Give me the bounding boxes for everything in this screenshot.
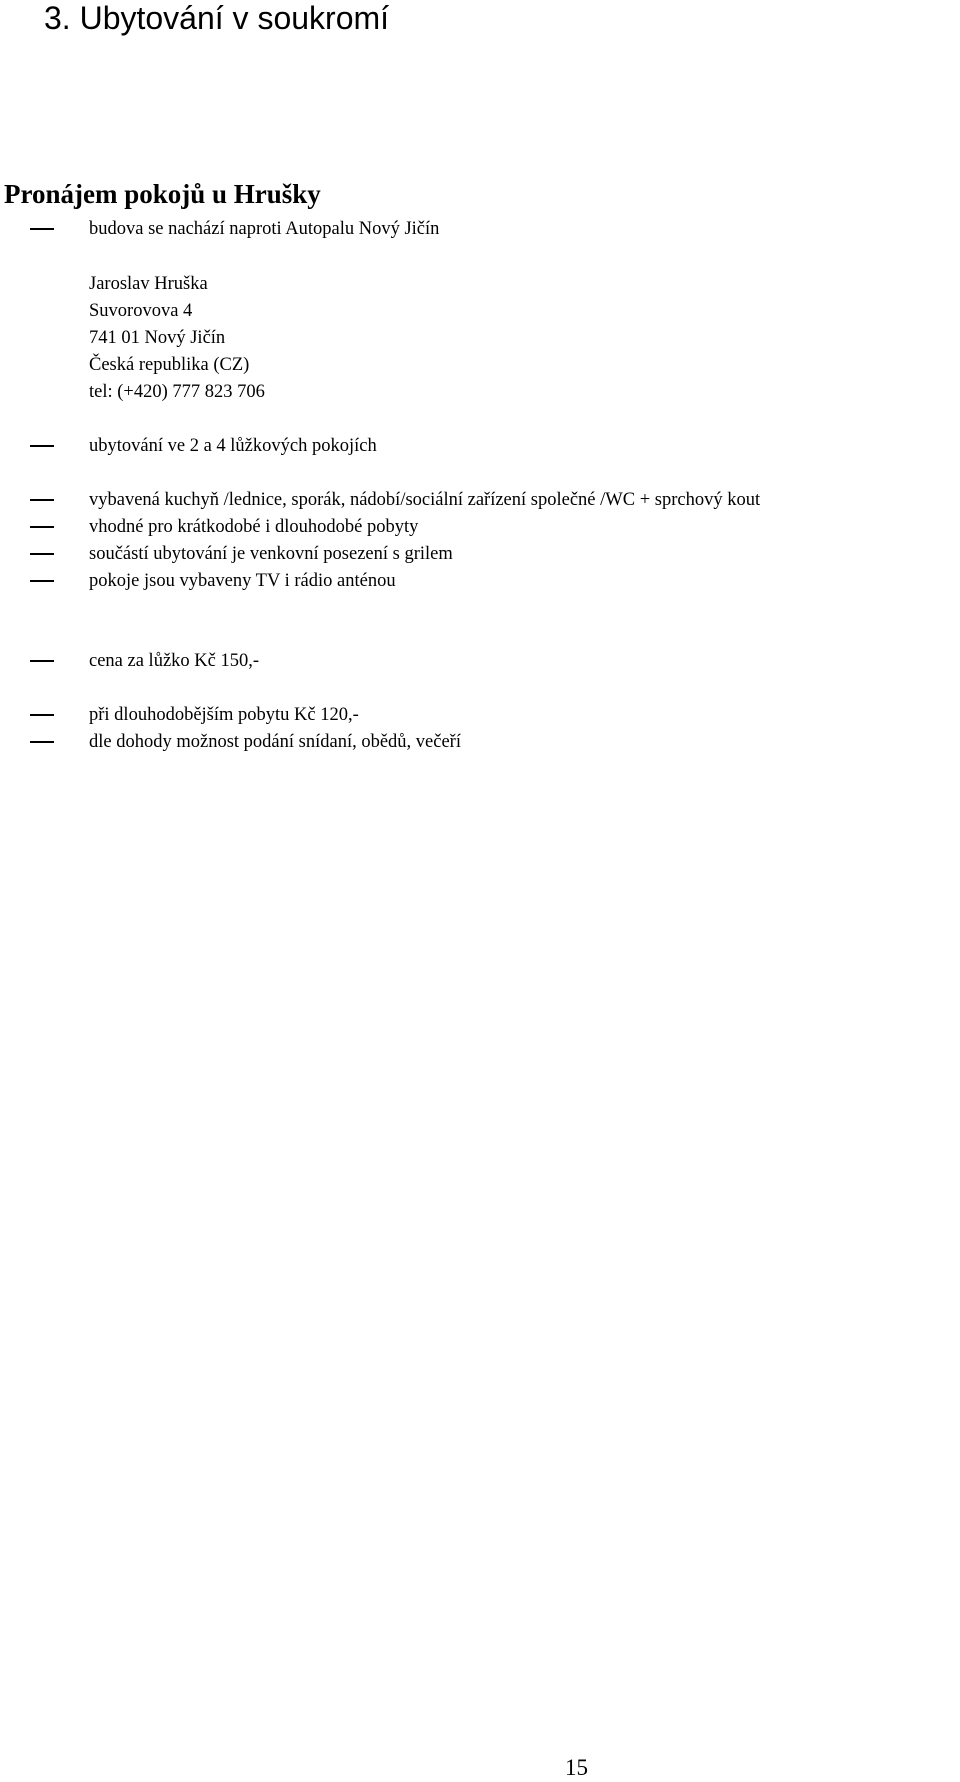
dash-bullet-icon	[30, 526, 54, 528]
dash-bullet-icon	[30, 580, 54, 582]
dash-bullet-icon	[30, 553, 54, 555]
contact-city: 741 01 Nový Jičín	[89, 328, 226, 348]
list-item-text: součástí ubytování je venkovní posezení s grilem	[89, 544, 453, 564]
dash-bullet-icon	[30, 741, 54, 743]
page-number: 15	[565, 1755, 588, 1780]
list-item-text: při dlouhodobějším pobytu Kč 120,-	[89, 705, 359, 725]
list-item	[0, 514, 960, 540]
dash-bullet-icon	[30, 445, 54, 447]
list-item	[0, 729, 960, 755]
list-item-text: cena za lůžko Kč 150,-	[89, 651, 260, 671]
list-item-text: vybavená kuchyň /lednice, sporák, nádobí/sociální zařízení společné /WC + sprchový kout	[89, 490, 761, 510]
list-item	[0, 487, 960, 513]
list-item-text: pokoje jsou vybaveny TV i rádio anténou	[89, 571, 396, 591]
contact-phone: tel: (+420) 777 823 706	[89, 382, 265, 402]
dash-bullet-icon	[30, 228, 54, 230]
section-heading: 3. Ubytování v soukromí	[44, 0, 390, 36]
list-item-text: vhodné pro krátkodobé i dlouhodobé pobyty	[89, 517, 419, 537]
contact-street: Suvorovova 4	[89, 301, 193, 321]
contact-country: Česká republika (CZ)	[89, 355, 250, 375]
list-item	[0, 568, 960, 594]
list-item-text: dle dohody možnost podání snídaní, obědů, večeří	[89, 732, 461, 752]
accommodation-title: Pronájem pokojů u Hrušky	[4, 179, 321, 209]
dash-bullet-icon	[30, 499, 54, 501]
list-item	[0, 433, 960, 459]
list-item-text: ubytování ve 2 a 4 lůžkových pokojích	[89, 436, 377, 456]
list-item	[0, 541, 960, 567]
list-item	[0, 648, 960, 674]
location-note-item	[0, 216, 960, 242]
dash-bullet-icon	[30, 714, 54, 716]
contact-name: Jaroslav Hruška	[89, 274, 208, 294]
dash-bullet-icon	[30, 660, 54, 662]
location-note-text: budova se nachází naproti Autopalu Nový Jičín	[89, 219, 440, 239]
list-item	[0, 702, 960, 728]
